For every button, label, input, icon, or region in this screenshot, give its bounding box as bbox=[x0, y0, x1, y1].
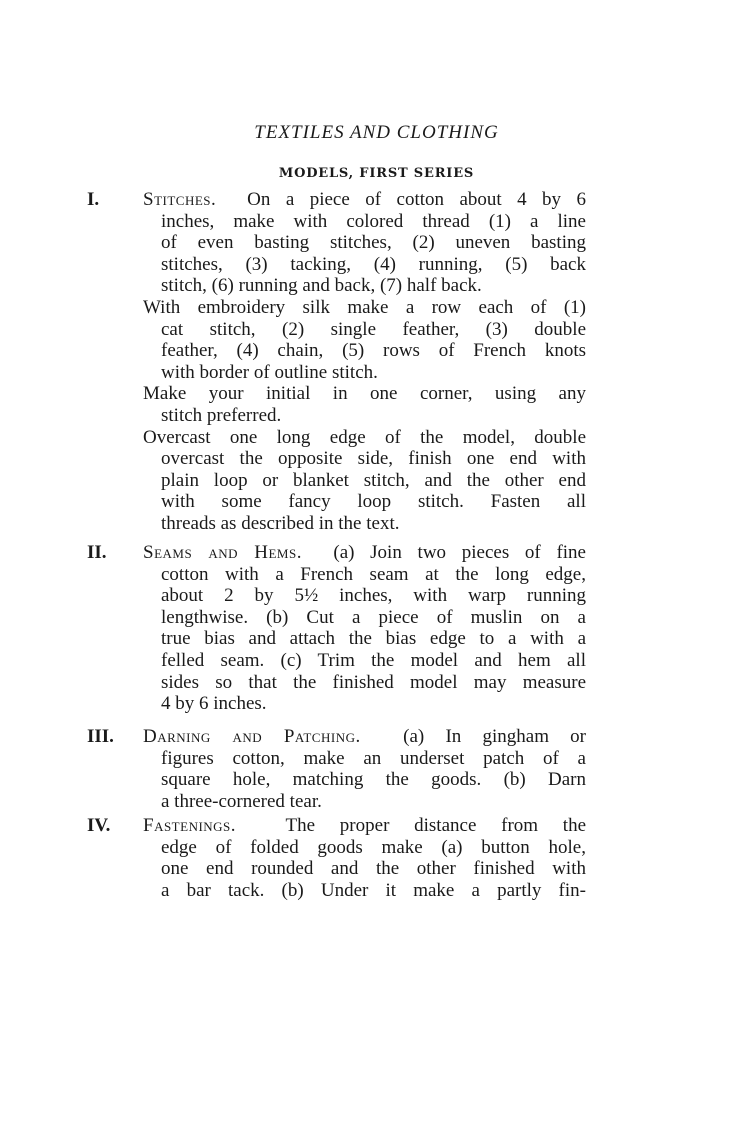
running-head: TEXTILES AND CLOTHING bbox=[254, 122, 499, 143]
text-line: a bar tack. (b) Under it make a partly fin- bbox=[161, 879, 586, 901]
text-line: lengthwise. (b) Cut a piece of muslin on a bbox=[161, 606, 586, 628]
text-line: Overcast one long edge of the model, double bbox=[143, 426, 586, 448]
text-line: square hole, matching the goods. (b) Darn bbox=[161, 769, 586, 791]
text-line: feather, (4) chain, (5) rows of French knots bbox=[161, 340, 586, 362]
text-line: about 2 by 5½ inches, with warp running bbox=[161, 585, 586, 607]
text-line: with border of outline stitch. bbox=[161, 361, 378, 383]
text-line: cotton with a French seam at the long edge, bbox=[161, 563, 586, 585]
text-line: threads as described in the text. bbox=[161, 513, 400, 534]
text-line: stitch, (6) running and back, (7) half back. bbox=[161, 275, 482, 297]
text-line: overcast the opposite side, finish one end with bbox=[161, 448, 586, 470]
text-line: of even basting stitches, (2) uneven basting bbox=[161, 232, 586, 254]
text-line: With embroidery silk make a row each of (1) bbox=[143, 297, 586, 318]
text-line: Stitches. On a piece of cotton about 4 by 6 bbox=[143, 189, 587, 210]
text-line: Fastenings. The proper distance from the bbox=[143, 815, 587, 836]
item-heading: Fastenings. bbox=[143, 815, 237, 836]
text-line: Seams and Hems. (a) Join two pieces of fine bbox=[143, 542, 586, 563]
item-numeral: III. bbox=[87, 726, 114, 747]
text-line: plain loop or blanket stitch, and the other end bbox=[161, 469, 586, 491]
text-line: one end rounded and the other finished with bbox=[161, 858, 586, 880]
text-line: true bias and attach the bias edge to a with a bbox=[161, 628, 586, 650]
text-line: stitch preferred. bbox=[161, 405, 282, 426]
item-numeral: I. bbox=[87, 189, 100, 210]
section-title: MODELS, FIRST SERIES bbox=[278, 166, 475, 181]
item-heading: Stitches. bbox=[143, 189, 217, 210]
item-numeral: II. bbox=[87, 542, 107, 563]
text-line: Darning and Patching. (a) In gingham or bbox=[143, 726, 587, 747]
text-line: a three-cornered tear. bbox=[161, 790, 322, 812]
text-line: inches, make with colored thread (1) a line bbox=[161, 210, 586, 232]
text-line: figures cotton, make an underset patch of a bbox=[161, 747, 586, 769]
text-line: sides so that the finished model may measure bbox=[161, 671, 586, 693]
item-heading: Seams and Hems. bbox=[143, 542, 302, 563]
text-line: stitches, (3) tacking, (4) running, (5) back bbox=[161, 253, 586, 275]
text-line: 4 by 6 inches. bbox=[161, 693, 267, 715]
text-line: felled seam. (c) Trim the model and hem all bbox=[161, 650, 586, 671]
item-heading: Darning and Patching. bbox=[143, 726, 361, 747]
text-line: cat stitch, (2) single feather, (3) double bbox=[161, 318, 586, 340]
text-line: edge of folded goods make (a) button hole, bbox=[161, 836, 586, 858]
item-numeral: IV. bbox=[87, 815, 111, 836]
text-line: with some fancy loop stitch. Fasten all bbox=[161, 491, 586, 513]
text-line: Make your initial in one corner, using any bbox=[143, 383, 586, 405]
